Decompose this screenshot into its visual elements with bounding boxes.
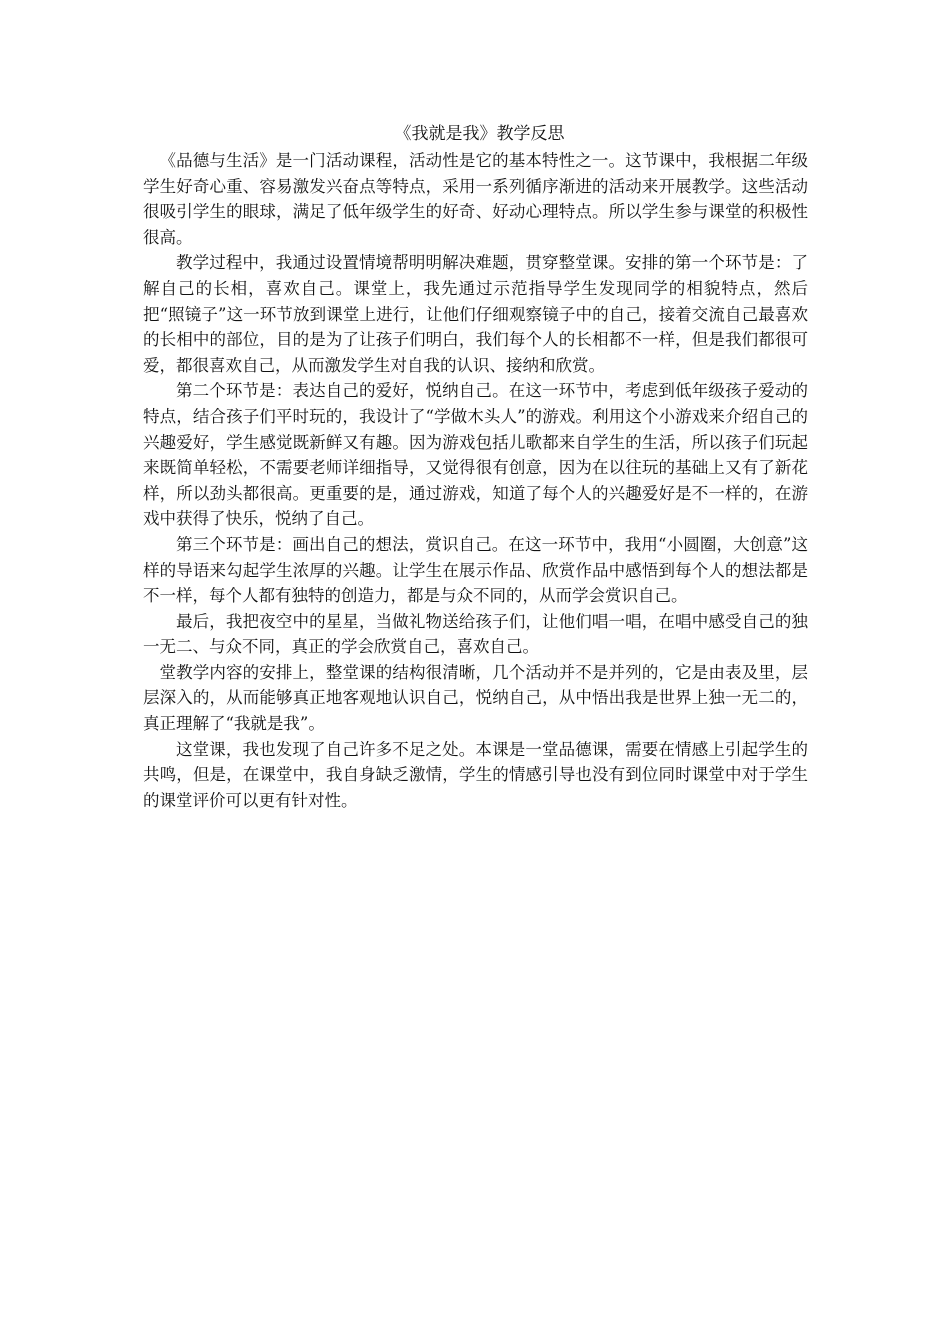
paragraph-4: 第三个环节是：画出自己的想法，赏识自己。在这一环节中，我用“小圆圈，大创意”这样的导语来勾起学生浓厚的兴趣。让学生在展示作品、欣赏作品中感悟到每个人的想法都是不一样，每个人都有独特的创造力，都是与众不同的，从而学会赏识自己。 (143, 534, 808, 606)
paragraph-3: 第二个环节是：表达自己的爱好，悦纳自己。在这一环节中，考虑到低年级孩子爱动的特点，结合孩子们平时玩的，我设计了“学做木头人”的游戏。利用这个小游戏来介绍自己的兴趣爱好，学生感觉既新鲜又有趣。因为游戏包括儿歌都来自学生的生活，所以孩子们玩起来既简单轻松，不需要老师详细指导，又觉得很有创意，因为在以往玩的基础上又有了新花样，所以劲头都很高。更重要的是，通过游戏，知道了每个人的兴趣爱好是不一样的，在游戏中获得了快乐，悦纳了自己。 (143, 381, 808, 529)
paragraph-2: 教学过程中，我通过设置情境帮明明解决难题，贯穿整堂课。安排的第一个环节是：了解自己的长相，喜欢自己。课堂上，我先通过示范指导学生发现同学的相貌特点，然后把“照镜子”这一环节放到课堂上进行，让他们仔细观察镜子中的自己，接着交流自己最喜欢的长相中的部位，目的是为了让孩子们明白，我们每个人的长相都不一样，但是我们都很可爱，都很喜欢自己，从而激发学生对自我的认识、接纳和欣赏。 (143, 253, 808, 375)
paragraph-6: 堂教学内容的安排上，整堂课的结构很清晰，几个活动并不是并列的，它是由表及里，层层深入的，从而能够真正地客观地认识自己，悦纳自己，从中悟出我是世界上独一无二的，真正理解了“我就是我”。 (143, 662, 808, 734)
document-page (143, 121, 808, 813)
paragraph-5: 最后，我把夜空中的星星，当做礼物送给孩子们，让他们唱一唱，在唱中感受自己的独一无二、与众不同，真正的学会欣赏自己，喜欢自己。 (143, 611, 808, 657)
paragraph-7: 这堂课，我也发现了自己许多不足之处。本课是一堂品德课，需要在情感上引起学生的共鸣，但是，在课堂中，我自身缺乏激情，学生的情感引导也没有到位同时课堂中对于学生的课堂评价可以更有针对性。 (143, 739, 808, 810)
paragraph-1: 《品德与生活》是一门活动课程，活动性是它的基本特性之一。这节课中，我根据二年级学生好奇心重、容易激发兴奋点等特点，采用一系列循序渐进的活动来开展教学。这些活动很吸引学生的眼球，满足了低年级学生的好奇、好动心理特点。所以学生参与课堂的积极性很高。 (143, 151, 808, 247)
document-title: 《我就是我》教学反思 (394, 124, 565, 144)
